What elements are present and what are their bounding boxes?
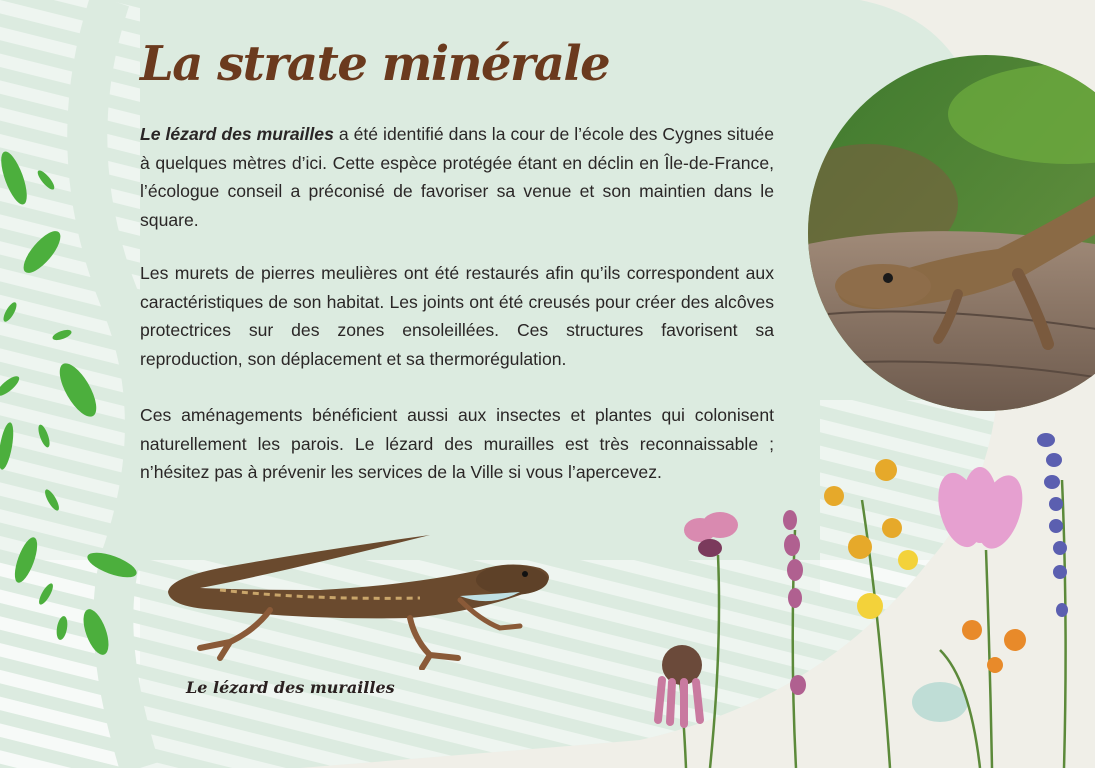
lizard-cutout-illustration xyxy=(160,530,560,670)
paragraph-benefits: Ces aménagements bénéficient aussi aux insectes et plantes qui colonisent naturellement les parois. Le lézard des murailles est très reconnaissable ; n’hésitez pas à prévenir les services de la Ville si vous l’apercevez. xyxy=(140,405,774,482)
wildflowers-illustration xyxy=(640,420,1095,768)
paragraph-habitat: Les murets de pierres meulières ont été restaurés afin qu’ils correspondent aux caractéristiques de son habitat. Les joints ont été creusés pour créer des alcôves protectrices sur des zones ensoleillées. Ces structures favorisent sa reproduction, son déplacement et sa thermorégulation. xyxy=(140,263,774,369)
paragraph-intro-text: a été identifié dans la cour de l’école des Cygnes située à quelques mètres d’ici. Cette espèce protégée étant en déclin en Île-de-France, l’écologue conseil a préconisé de favoriser sa venue et son maintien dans le square. xyxy=(140,124,774,230)
paragraph-intro xyxy=(140,120,774,234)
species-name: Le lézard des murailles xyxy=(140,124,334,144)
page-title: La strate minérale xyxy=(140,36,610,92)
image-caption: Le lézard des murailles xyxy=(186,678,395,697)
lizard-on-wood-photo xyxy=(808,54,1095,412)
falling-leaves-decoration xyxy=(0,140,150,670)
